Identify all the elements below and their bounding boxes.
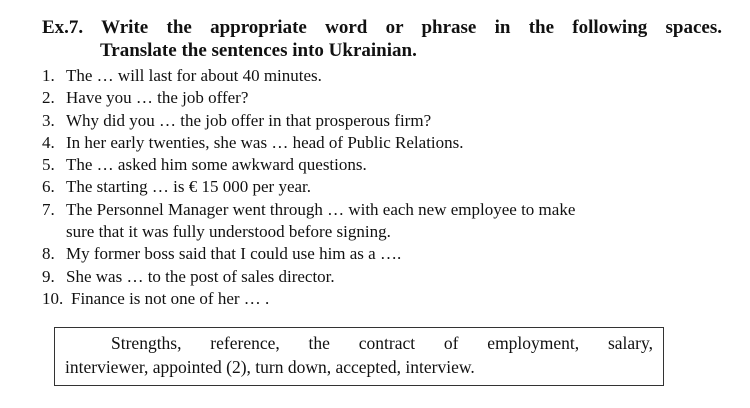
word-bank-line-1: Strengths, reference, the contract of employment, salary, [111, 333, 653, 353]
item-number: 3. [42, 110, 55, 130]
item-text: The … asked him some awkward questions. [66, 155, 367, 175]
item-number: 1. [42, 66, 55, 85]
list-item [42, 110, 678, 132]
list-item [42, 154, 678, 176]
item-number: 8. [42, 244, 55, 264]
item-number: 10. [42, 288, 64, 308]
heading-instruction: Ex.7. Write the appropriate word or phrase in the following spaces. [42, 17, 722, 38]
exercise-heading [42, 16, 722, 62]
item-text: Why did you … the job offer in that prosperous firm? [66, 110, 432, 130]
item-text: Finance is not one of her … . [71, 288, 270, 308]
item-text: The … will last for about 40 minutes. [66, 66, 322, 85]
list-item [42, 176, 678, 198]
list-item [42, 288, 678, 310]
item-number: 6. [42, 177, 55, 197]
list-item [42, 266, 678, 288]
list-item [42, 65, 678, 87]
item-text: The Personnel Manager went through … with each new employee to make [66, 199, 576, 219]
item-text: In her early twenties, she was … head of Public Relations. [66, 132, 464, 152]
item-number: 5. [42, 155, 55, 175]
item-number: 7. [42, 199, 55, 219]
sentence-list [42, 65, 678, 310]
heading-translate-instruction: Translate the sentences into Ukrainian. [100, 40, 417, 61]
list-item [42, 87, 678, 109]
item-text: The starting … is € 15 000 per year. [66, 177, 312, 197]
item-number: 4. [42, 132, 55, 152]
list-item [42, 199, 678, 244]
item-number: 2. [42, 88, 55, 108]
item-number: 9. [42, 266, 55, 286]
word-bank-line-2: interviewer, appointed (2), turn down, accepted, interview. [65, 356, 475, 377]
item-text: Have you … the job offer? [66, 88, 249, 108]
item-text-continued: sure that it was fully understood before signing. [66, 222, 391, 242]
list-item [42, 132, 678, 154]
word-bank-box [54, 327, 664, 386]
item-text: My former boss said that I could use him as a …. [66, 244, 402, 264]
list-item [42, 243, 678, 265]
item-text: She was … to the post of sales director. [66, 266, 335, 286]
